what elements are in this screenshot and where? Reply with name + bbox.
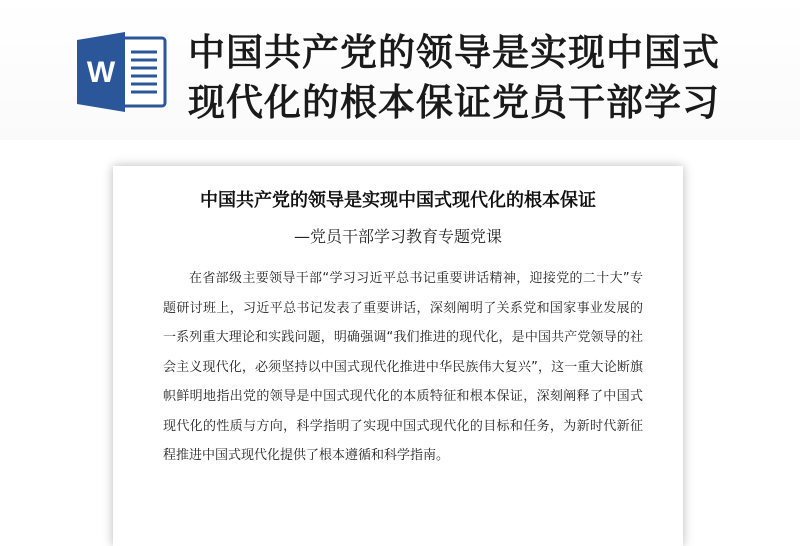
document-preview xyxy=(113,166,683,546)
header-banner xyxy=(0,0,800,140)
word-icon-letter: W xyxy=(86,56,116,89)
document-title: 中国共产党的领导是实现中国式现代化的根本保证 xyxy=(200,190,596,211)
page-title-line-1: 中国共产党的领导是实现中国式 xyxy=(188,31,720,74)
word-document-icon xyxy=(75,30,167,114)
page-title xyxy=(188,28,788,128)
page-title-line-2: 现代化的根本保证党员干部学习 xyxy=(188,81,720,124)
document-subtitle: —党员干部学习教育专题党课 xyxy=(293,227,502,246)
document-paragraph: 在省部级主要领导干部“学习习近平总书记重要讲话精神，迎接党的二十大”专题研讨班上，习近平总书记发表了重要讲话，深刻阐明了关系党和国家事业发展的一系列重大理论和实践问题，明确强调“我们推进的现代化，是中国共产党领导的社会主义现代化，必须坚持以中国式现代化推进中华民族伟大复兴”，这一重大论断旗帜鲜明地指出党的领导是中国式现代化的本质特征和根本保证，深刻阐释了中国式现代化的性质与方向，科学指明了实现中国式现代化的目标和任务，为新时代新征程推进中国式现代化提供了根本遵循和科学指南。 xyxy=(163,271,643,463)
